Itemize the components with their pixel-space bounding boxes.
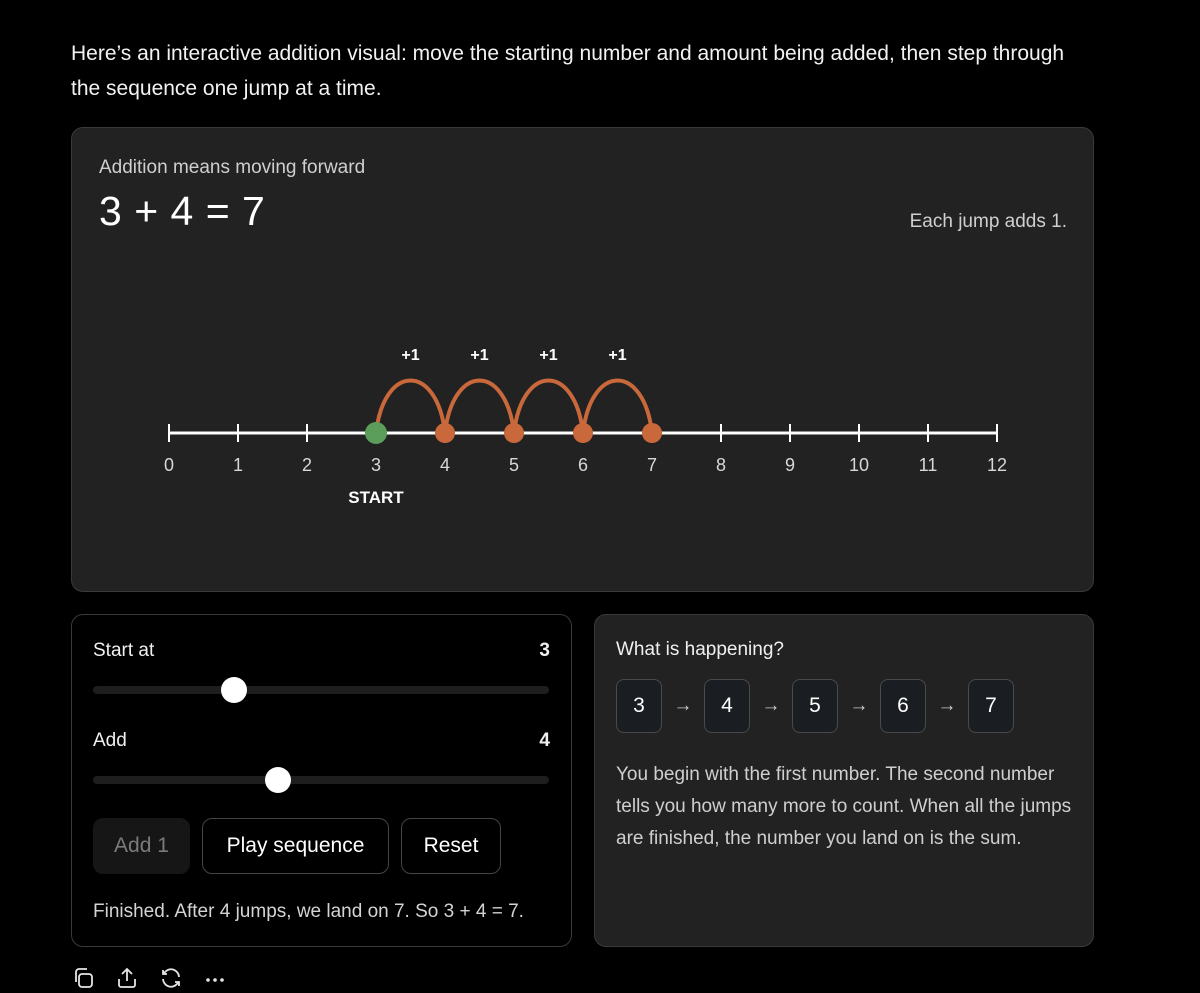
add-slider-thumb[interactable] — [265, 767, 291, 793]
tick-label: 10 — [848, 455, 870, 475]
jump-point — [642, 423, 662, 443]
jump-label: +1 — [608, 347, 627, 364]
reset-button[interactable]: Reset — [401, 818, 501, 874]
jump-arc — [445, 381, 514, 434]
message-actions — [71, 966, 227, 990]
share-icon[interactable] — [115, 966, 139, 990]
more-icon[interactable] — [203, 966, 227, 990]
copy-icon[interactable] — [71, 966, 95, 990]
start-at-label: Start at — [93, 640, 155, 661]
add-slider[interactable] — [93, 776, 549, 784]
controls-card — [71, 614, 572, 947]
tick-label: 9 — [784, 455, 796, 475]
tick-label: 12 — [986, 455, 1008, 475]
intro-text: Here’s an interactive addition visual: move the starting number and amount being added, then step through the sequence one jump at a time. — [71, 42, 1065, 100]
tick-label: 11 — [918, 455, 938, 475]
tick-label: 6 — [577, 455, 589, 475]
jump-hint: Each jump adds 1. — [909, 211, 1067, 232]
tick-label: 8 — [715, 455, 727, 475]
jump-arc — [514, 381, 583, 434]
jump-point — [573, 423, 593, 443]
jump-label: +1 — [539, 347, 558, 364]
jump-arc — [376, 381, 445, 434]
sequence-row — [616, 679, 1014, 733]
start-point — [365, 422, 387, 444]
start-label: START — [348, 488, 404, 507]
jump-point — [435, 423, 455, 443]
tick-label: 1 — [232, 455, 244, 475]
tick-label: 4 — [439, 455, 451, 475]
sequence-arrow: → — [673, 695, 693, 716]
sequence-step: 6 — [880, 679, 926, 733]
explanation-text: You begin with the first number. The second number tells you how many more to count. When all the jumps are finished, the number you land on is the sum. — [616, 764, 1072, 849]
jump-label: +1 — [470, 347, 489, 364]
sequence-arrow: → — [761, 695, 781, 716]
number-line — [72, 128, 1093, 591]
explanation-title: What is happening? — [616, 639, 784, 660]
regenerate-icon[interactable] — [159, 966, 183, 990]
panel-eyebrow: Addition means moving forward — [99, 157, 366, 178]
jump-label: +1 — [401, 347, 420, 364]
start-at-slider-thumb[interactable] — [221, 677, 247, 703]
sequence-step: 3 — [616, 679, 662, 733]
tick-label: 3 — [370, 455, 382, 475]
jump-arc — [583, 381, 652, 434]
sequence-arrow: → — [849, 695, 869, 716]
add-one-button[interactable]: Add 1 — [93, 818, 190, 874]
tick-label: 2 — [301, 455, 313, 475]
tick-label: 5 — [508, 455, 520, 475]
sequence-step: 5 — [792, 679, 838, 733]
tick-label: 0 — [163, 455, 175, 475]
sequence-step: 4 — [704, 679, 750, 733]
equation: 3 + 4 = 7 — [99, 188, 266, 234]
play-sequence-button[interactable]: Play sequence — [202, 818, 389, 874]
explanation-card — [594, 614, 1094, 947]
start-at-slider[interactable] — [93, 686, 549, 694]
start-at-value: 3 — [539, 640, 550, 661]
addition-visual-panel — [71, 127, 1094, 592]
sequence-step: 7 — [968, 679, 1014, 733]
tick-label: 7 — [646, 455, 658, 475]
jump-point — [504, 423, 524, 443]
add-value: 4 — [539, 730, 550, 751]
sequence-arrow: → — [937, 695, 957, 716]
status-text: Finished. After 4 jumps, we land on 7. So 3 + 4 = 7. — [93, 901, 524, 922]
add-label: Add — [93, 730, 127, 751]
